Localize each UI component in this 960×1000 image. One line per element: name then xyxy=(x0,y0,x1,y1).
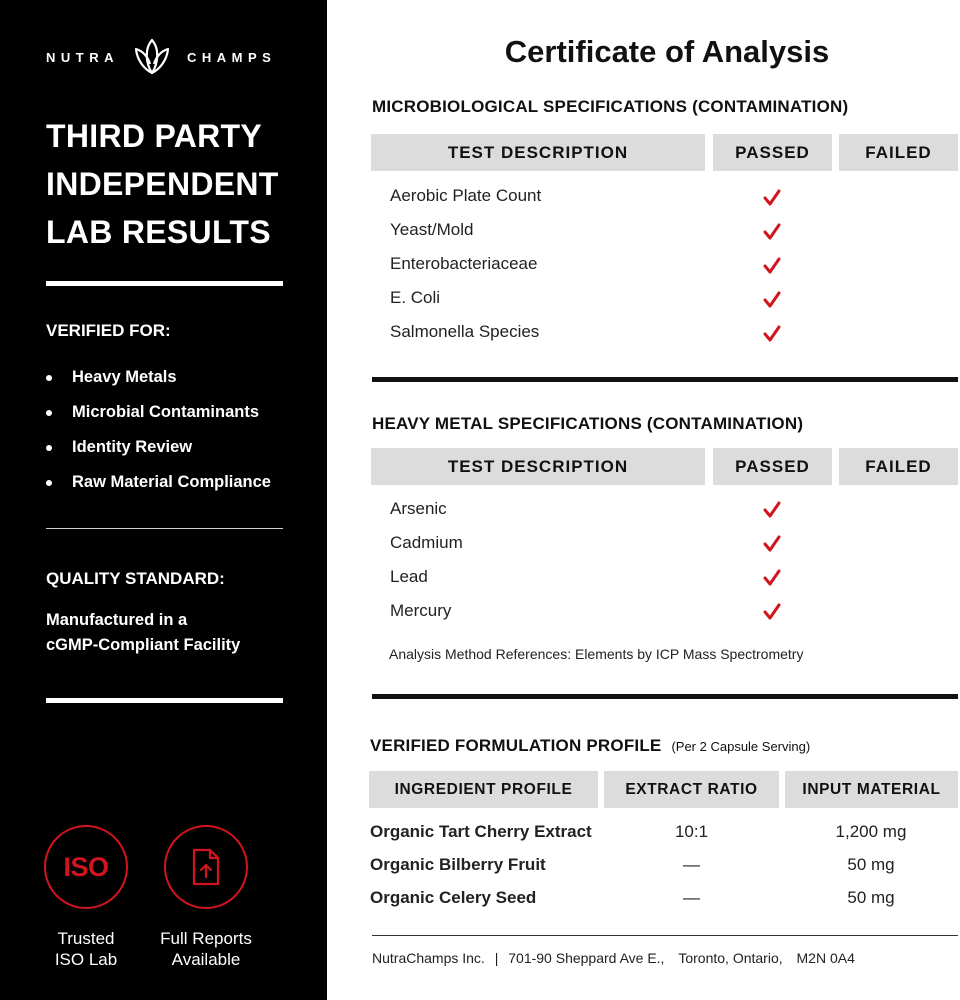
list-item xyxy=(46,465,271,500)
ingredient-input: 50 mg xyxy=(847,888,895,907)
metals-header-failed: FAILED xyxy=(839,448,958,485)
checkmark-icon xyxy=(763,569,781,587)
caption-line: Available xyxy=(171,950,241,969)
formulation-section-title xyxy=(370,736,810,756)
quality-heading: QUALITY STANDARD: xyxy=(46,569,225,588)
footer-divider xyxy=(372,935,958,936)
hero-heading xyxy=(46,112,279,256)
micro-row-label: E. Coli xyxy=(390,288,441,307)
checkmark-icon xyxy=(763,189,781,207)
sidebar xyxy=(0,0,327,1000)
section-divider xyxy=(372,377,958,382)
company-name: NutraChamps Inc. xyxy=(372,950,485,966)
metals-row-label: Cadmium xyxy=(390,533,463,552)
hero-line: LAB RESULTS xyxy=(46,214,271,250)
checkmark-icon xyxy=(763,501,781,519)
micro-row-label: Yeast/Mold xyxy=(390,220,474,239)
company-city: Toronto, Ontario, xyxy=(678,950,783,966)
list-item xyxy=(46,430,271,465)
checkmark-icon xyxy=(763,291,781,309)
divider xyxy=(46,698,283,703)
bullet-icon xyxy=(46,375,52,381)
checkmark-icon xyxy=(763,257,781,275)
brand-logo[interactable] xyxy=(46,36,286,78)
caption-line: Trusted xyxy=(57,929,115,948)
verified-item-label: Identity Review xyxy=(72,438,193,456)
analysis-method-note: Analysis Method References: Elements by ICP Mass Spectrometry xyxy=(389,646,804,662)
ingredient-name: Organic Tart Cherry Extract xyxy=(370,822,592,841)
ingredient-input: 1,200 mg xyxy=(835,822,907,841)
divider xyxy=(46,281,283,286)
ingredient-ratio: — xyxy=(683,888,700,907)
micro-header-test: TEST DESCRIPTION xyxy=(371,134,705,171)
quality-statement xyxy=(46,608,240,658)
metals-header-test: TEST DESCRIPTION xyxy=(371,448,705,485)
bullet-icon xyxy=(46,480,52,486)
page-title: Certificate of Analysis xyxy=(504,34,830,69)
ingredient-ratio: — xyxy=(683,855,700,874)
formulation-header-ingredient: INGREDIENT PROFILE xyxy=(369,771,598,808)
brand-left-word: NUTRA xyxy=(46,49,119,65)
iso-badge-caption xyxy=(21,928,151,970)
lotus-icon xyxy=(131,36,173,78)
checkmark-icon xyxy=(763,223,781,241)
micro-row-label: Salmonella Species xyxy=(390,322,540,341)
iso-icon: ISO xyxy=(63,851,109,882)
checkmark-icon xyxy=(763,535,781,553)
bullet-icon xyxy=(46,445,52,451)
metals-row-label: Lead xyxy=(390,567,428,586)
company-postal: M2N 0A4 xyxy=(796,950,855,966)
metals-section-title: HEAVY METAL SPECIFICATIONS (CONTAMINATION) xyxy=(372,414,804,433)
formulation-subtitle: (Per 2 Capsule Serving) xyxy=(671,739,811,754)
verified-list xyxy=(46,360,271,500)
caption-line: ISO Lab xyxy=(54,950,118,969)
full-reports-badge[interactable] xyxy=(164,825,248,909)
caption-line: Full Reports xyxy=(160,929,252,948)
ingredient-input: 50 mg xyxy=(847,855,895,874)
list-item xyxy=(46,360,271,395)
verified-item-label: Microbial Contaminants xyxy=(72,403,260,421)
iso-badge xyxy=(44,825,128,909)
metals-header-passed: PASSED xyxy=(713,448,832,485)
certificate-panel xyxy=(327,0,960,1000)
quality-line: cGMP-Compliant Facility xyxy=(46,636,241,654)
verified-item-label: Raw Material Compliance xyxy=(72,473,271,491)
ingredient-ratio: 10:1 xyxy=(674,822,709,841)
ingredient-name: Organic Celery Seed xyxy=(370,888,537,907)
formulation-header-ratio: EXTRACT RATIO xyxy=(604,771,779,808)
micro-section-title: MICROBIOLOGICAL SPECIFICATIONS (CONTAMINATION) xyxy=(372,97,849,116)
hero-line: INDEPENDENT xyxy=(46,166,279,202)
checkmark-icon xyxy=(763,325,781,343)
company-footer xyxy=(372,950,855,966)
verified-item-label: Heavy Metals xyxy=(72,368,177,386)
micro-row-label: Enterobacteriaceae xyxy=(390,254,538,273)
formulation-header-input: INPUT MATERIAL xyxy=(785,771,958,808)
footer-separator: | xyxy=(494,950,499,966)
micro-header-failed: FAILED xyxy=(839,134,958,171)
document-upload-icon xyxy=(189,848,223,886)
metals-row-label: Mercury xyxy=(390,601,452,620)
checkmark-icon xyxy=(763,603,781,621)
hero-line: THIRD PARTY xyxy=(46,118,263,154)
micro-row-label: Aerobic Plate Count xyxy=(390,186,542,205)
bullet-icon xyxy=(46,410,52,416)
list-item xyxy=(46,395,271,430)
metals-row-label: Arsenic xyxy=(390,499,447,518)
divider xyxy=(46,528,283,529)
micro-header-passed: PASSED xyxy=(713,134,832,171)
section-divider xyxy=(372,694,958,699)
quality-line: Manufactured in a xyxy=(46,611,188,629)
full-reports-caption[interactable] xyxy=(141,928,271,970)
brand-right-word: CHAMPS xyxy=(187,49,277,65)
verified-heading: VERIFIED FOR: xyxy=(46,321,171,340)
ingredient-name: Organic Bilberry Fruit xyxy=(370,855,546,874)
formulation-title: VERIFIED FORMULATION PROFILE xyxy=(370,736,662,755)
company-address: 701-90 Sheppard Ave E., xyxy=(508,950,665,966)
